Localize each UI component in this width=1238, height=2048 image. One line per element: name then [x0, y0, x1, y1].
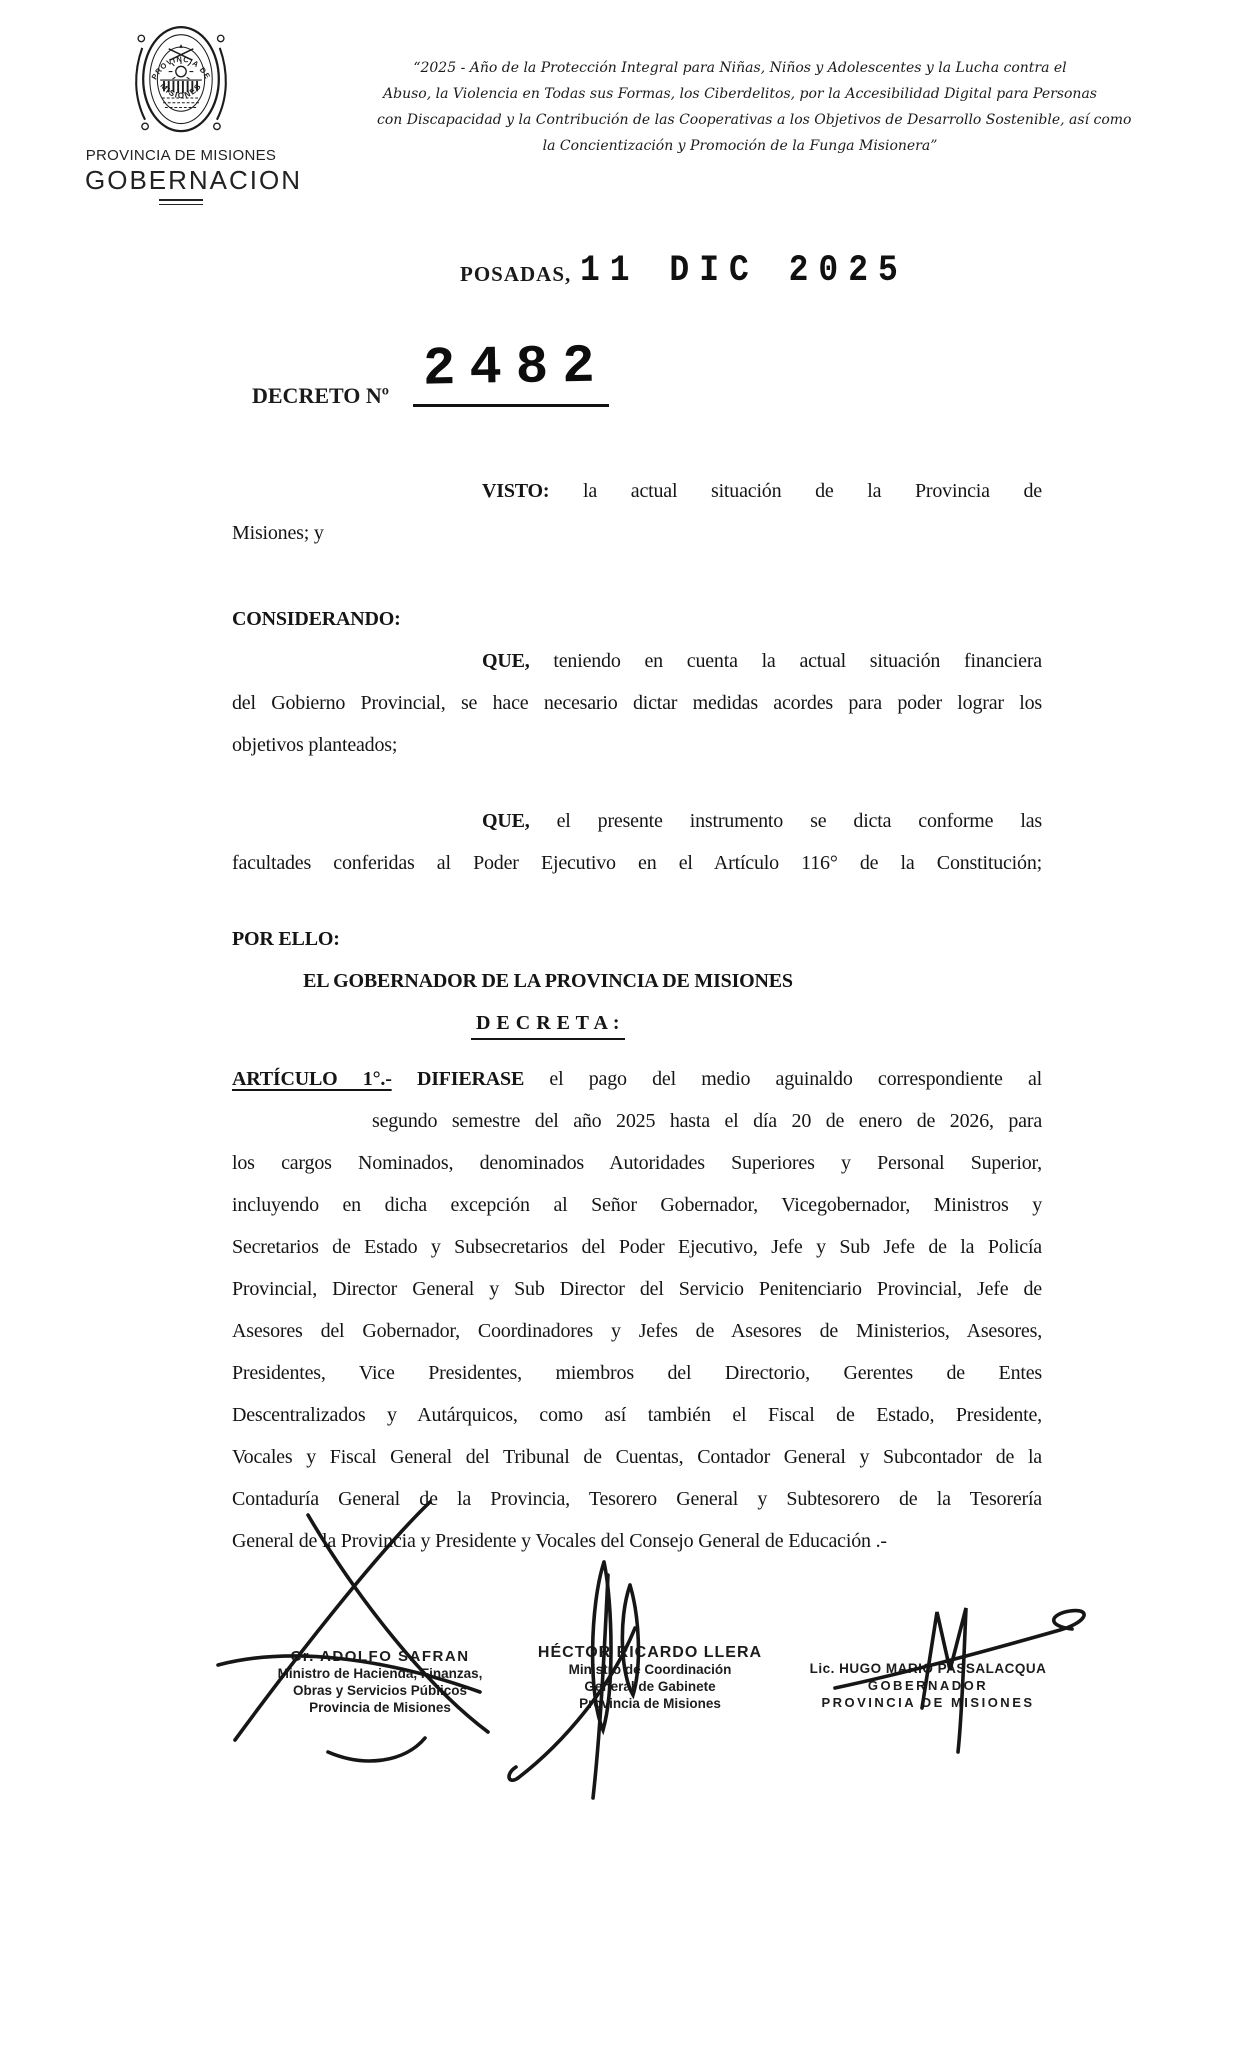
- decree-number-underline: [413, 404, 609, 407]
- signature-stamp-safran: Cr. ADOLFO SAFRAN Ministro de Hacienda, Finanzas, Obras y Servicios Públicos Provincia de Misiones: [277, 1648, 483, 1715]
- visto-lead: VISTO:: [482, 480, 550, 502]
- visto-paragraph: VISTO: la actual situación de la Provincia de: [482, 480, 1042, 502]
- signature-stamp-passalacqua: Lic. HUGO MARIO PASSALACQUA GOBERNADOR PROVINCIA DE MISIONES: [809, 1661, 1047, 1710]
- decorative-double-underline: [159, 199, 203, 205]
- org-name: PROVINCIA DE MISIONES: [85, 147, 277, 164]
- emblem-bottom-text: MISIONES: [158, 81, 204, 101]
- motto-line: “2025 - Año de la Protección Integral para Niñas, Niños y Adolescentes y la Lucha contra el: [413, 60, 1067, 76]
- motto-line: con Discapacidad y la Contribución de las Cooperativas a los Objetivos de Desarrollo Sostenible, así como: [377, 112, 1132, 128]
- que-paragraph-2: QUE, el presente instrumento se dicta conforme las: [482, 810, 1042, 832]
- dateline-city: POSADAS,: [460, 262, 572, 286]
- letterhead: [85, 18, 303, 205]
- motto-line: la Concientización y Promoción de la Funga Misionera”: [542, 138, 938, 154]
- decree-number-label: DECRETO Nº: [252, 383, 390, 408]
- org-department: GOBERNACION: [85, 165, 303, 195]
- signature-stamp-llera: HÉCTOR RICARDO LLERA Ministro de Coordinación General de Gabinete Provincia de Misiones: [537, 1644, 763, 1711]
- emblem-top-text: PROVINCIA DE: [149, 54, 213, 82]
- decreta-heading: D E C R E T A :: [232, 1002, 1042, 1044]
- decree-body: VISTO: la actual situación de la Provincia de Misiones; y CONSIDERANDO: QUE, teniendo en cuenta la actual situación financiera del Gobierno Provincial, se hace necesario dictar medidas acordes para poder lograr los objetivos planteados; QUE, el presente instrumento se dicta conforme las facultades conferidas al Poder Ejecutivo en el Artículo 116° de la Constitución; POR ELLO: EL GOBERNADOR DE LA PROVINCIA DE MISIONES D E C R E T A : ARTÍCULO 1°.- DIFIERASE el pago del medio aguinaldo correspondiente al segundo semestre del año 2025 hasta el día 20 de enero de 2026, para los cargos Nominados, denominados Autoridades Superiores y Personal Superior, incluyendo en dicha excepción al Señor Gobernador, Vicegobernador, Ministros y Secretarios de Estado y Subsecretarios del Poder Ejecutivo, Jefe y Sub Jefe de la Policía Provincial, Director General y Sub Director del Servicio Penitenciario Provincial, Jefe de Asesores del Gobernador, Coordinadores y Jefes de Asesores de Ministerios, Asesores, Presidentes, Vice Presidentes, miembros del Directorio, Gerentes de Entes Descentralizados y Autárquicos, como así también el Fiscal de Estado, Presidente, Vocales y Fiscal General del Tribunal de Cuentas, Contador General y Subcontador de la Contaduría General de la Provincia, Tesorero General y Subtesorero de la Tesorería General de la Provincia y Presidente y Vocales del Consejo General de Educación .-: [232, 470, 1042, 1562]
- que-paragraph-1: QUE, teniendo en cuenta la actual situación financiera: [482, 650, 1042, 672]
- considerando-heading: CONSIDERANDO:: [232, 608, 401, 630]
- motto-line: Abuso, la Violencia en Todas sus Formas, los Ciberdelitos, por la Accesibilidad Digital para Personas: [383, 86, 1097, 102]
- year-motto: [377, 55, 1132, 159]
- decree-number-stamp: 2482: [422, 336, 610, 401]
- coat-of-arms-icon: [85, 18, 277, 144]
- article-1-label: ARTÍCULO 1°.-: [232, 1068, 392, 1090]
- governor-heading: EL GOBERNADOR DE LA PROVINCIA DE MISIONES: [303, 970, 793, 992]
- signature-strokes: [180, 1480, 1100, 1810]
- date-stamp: 11 DIC 2025: [580, 250, 908, 292]
- article-1-line-1: ARTÍCULO 1°.- DIFIERASE el pago del medio aguinaldo correspondiente al: [232, 1068, 1042, 1090]
- por-ello-heading: POR ELLO:: [232, 928, 340, 950]
